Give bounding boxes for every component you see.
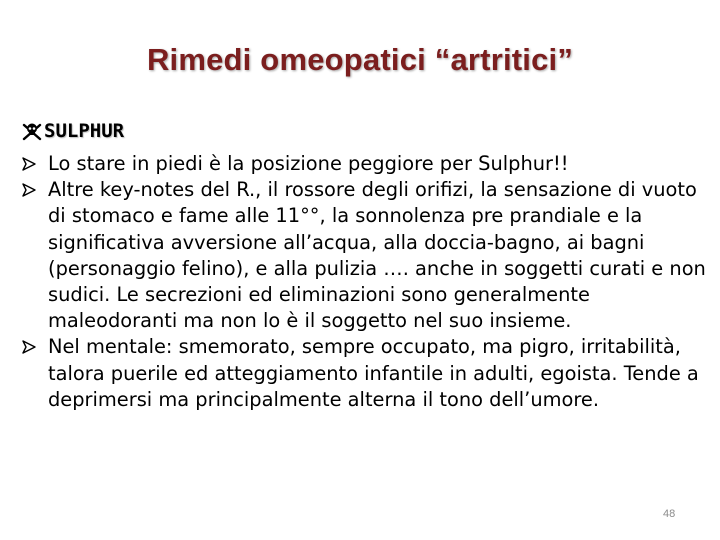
skull-crossbones-icon bbox=[22, 121, 42, 141]
bullet-text: Lo stare in piedi è la posizione peggiore per Sulphur!! bbox=[48, 152, 569, 175]
bullet-item bbox=[20, 334, 710, 413]
bullet-item bbox=[20, 177, 710, 334]
page-number: 48 bbox=[663, 508, 676, 520]
arrowhead-bullet-icon bbox=[22, 183, 36, 197]
bullet-list bbox=[20, 151, 710, 413]
section-heading-label: SULPHUR bbox=[44, 120, 125, 142]
slide-title: Rimedi omeopatici “artritici” bbox=[146, 42, 574, 77]
bullet-item bbox=[20, 151, 710, 177]
arrowhead-bullet-icon bbox=[22, 340, 36, 354]
bullet-text: Nel mentale: smemorato, sempre occupato, ma pigro, irritabilità, talora puerile ed atteggiamento infantile in adulti, egoista. Tende a deprimersi ma principalmente alterna il tono dell’umore. bbox=[48, 335, 699, 411]
section-heading bbox=[22, 120, 124, 142]
bullet-text: Altre key-notes del R., il rossore degli orifizi, la sensazione di vuoto di stomaco e fame alle 11°°, la sonnolenza pre prandiale e la significativa avversione all’acqua, alla doccia-bagno, ai bagni (personaggio felino), e alla pulizia …. anche in soggetti curati e non sudici. Le secrezioni ed eliminazioni sono generalmente maleodoranti ma non lo è il soggetto nel suo insieme. bbox=[48, 178, 706, 333]
arrowhead-bullet-icon bbox=[22, 157, 36, 171]
